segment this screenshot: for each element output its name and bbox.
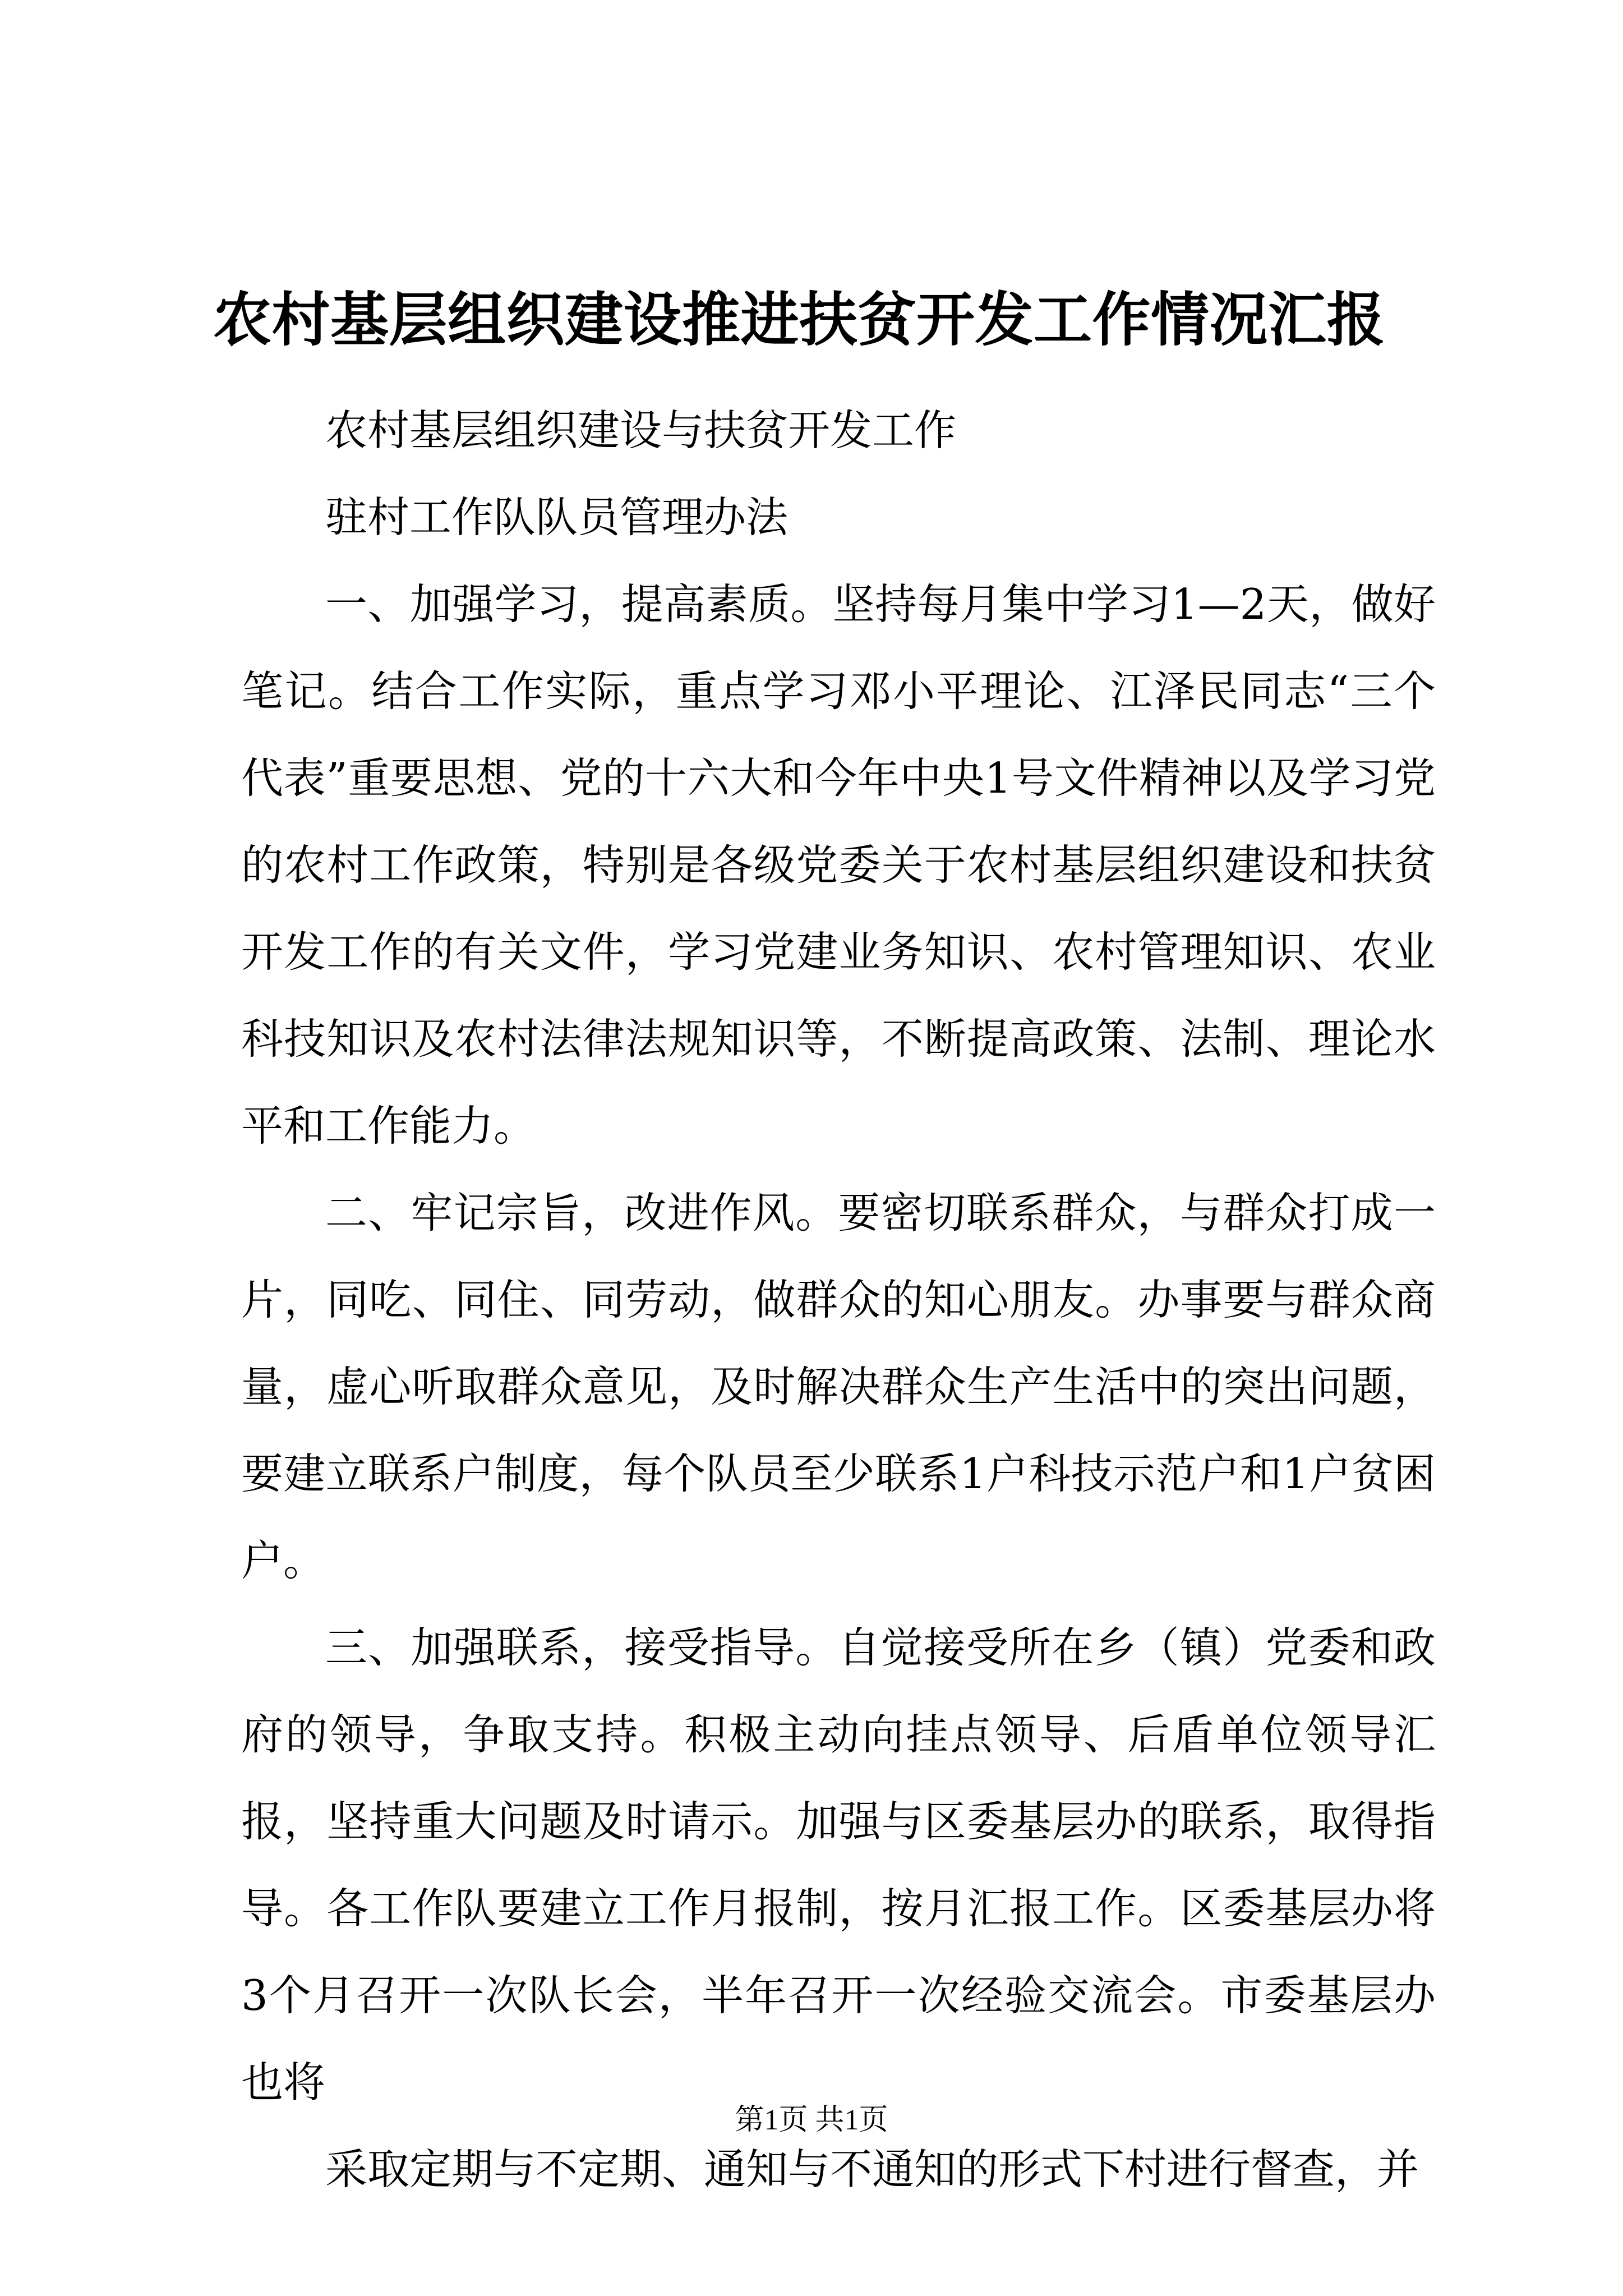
body-paragraph: 一、加强学习，提高素质。坚持每月集中学习1—2天，做好笔记。结合工作实际，重点学习邓小平理论、江泽民同志“三个代表”重要思想、党的十六大和今年中央1号文件精神以及学习党的农村工作政策，特别是各级党委关于农村基层组织建设和扶贫开发工作的有关文件，学习党建业务知识、农村管理知识、农业科技知识及农村法律法规知识等，不断提高政策、法制、理论水平和工作能力。 [241,579,1436,1151]
document-title: 农村基层组织建设推进扶贫开发工作情况汇报 [213,285,1386,354]
subtitle-line: 驻村工作队队员管理办法 [325,493,789,542]
subtitle-line: 农村基层组织建设与扶贫开发工作 [325,406,957,455]
page-number-footer: 第1页 共1页 [735,2104,888,2136]
body-paragraph: 三、加强联系，接受指导。自觉接受所在乡（镇）党委和政府的领导，争取支持。积极主动向挂点领导、后盾单位领导汇报，坚持重大问题及时请示。加强与区委基层办的联系，取得指导。各工作队要建立工作月报制，按月汇报工作。区委基层办将3个月召开一次队长会，半年召开一次经验交流会。市委基层办也将 [241,1623,1436,2107]
body-paragraph: 采取定期与不定期、通知与不通知的形式下村进行督查，并 [325,2145,1419,2194]
body-paragraph: 二、牢记宗旨，改进作风。要密切联系群众，与群众打成一片，同吃、同住、同劳动，做群众的知心朋友。办事要与群众商量，虚心听取群众意见，及时解决群众生产生活中的突出问题，要建立联系户制度，每个队员至少联系1户科技示范户和1户贫困户。 [241,1188,1436,1585]
document-body [241,387,1436,2213]
